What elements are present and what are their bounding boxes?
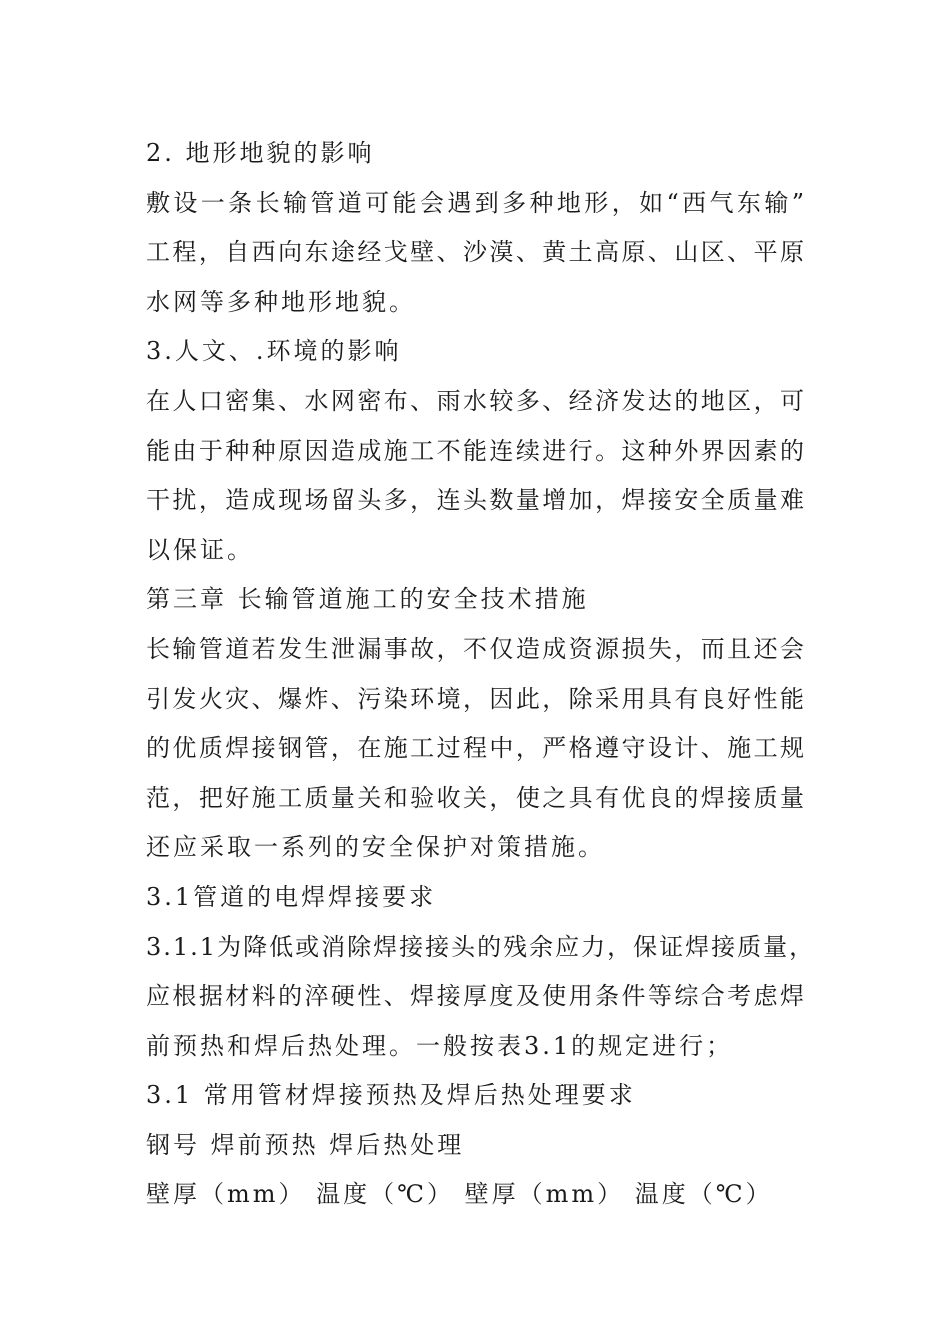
paragraph-line: 长输管道若发生泄漏事故，不仅造成资源损失，而且还会 (146, 634, 806, 663)
paragraph-line: 敷设一条长输管道可能会遇到多种地形，如“西气东输” (146, 188, 806, 217)
paragraph-line: 水网等多种地形地貌。 (146, 287, 416, 316)
table-subheader-row: 壁厚（mm） 温度（℃） 壁厚（mm） 温度（℃） (146, 1180, 773, 1209)
table-header-row: 钢号 焊前预热 焊后热处理 (146, 1130, 465, 1159)
paragraph-line: 范，把好施工质量关和验收关，使之具有优良的焊接质量 (146, 783, 806, 812)
paragraph-line: 能由于种种原因造成施工不能连续进行。这种外界因素的 (146, 436, 806, 465)
paragraph-line: 3.1.1为降低或消除焊接接头的残余应力，保证焊接质量， (146, 932, 816, 961)
table-caption: 3.1 常用管材焊接预热及焊后热处理要求 (146, 1081, 636, 1110)
chapter-heading: 第三章 长输管道施工的安全技术措施 (146, 585, 589, 614)
paragraph-line: 在人口密集、水网密布、雨水较多、经济发达的地区，可 (146, 386, 806, 415)
section-heading-terrain: 2. 地形地貌的影响 (146, 139, 375, 167)
paragraph-line: 前预热和焊后热处理。一般按表3.1的规定进行； (146, 1031, 734, 1060)
paragraph-line: 应根据材料的淬硬性、焊接厚度及使用条件等综合考虑焊 (146, 982, 806, 1011)
paragraph-line: 以保证。 (146, 535, 254, 564)
document-body (146, 133, 816, 1224)
section-heading-environment: 3.人文、.环境的影响 (146, 337, 402, 366)
subsection-heading: 3.1管道的电焊焊接要求 (146, 882, 437, 911)
paragraph-line: 的优质焊接钢管，在施工过程中，严格遵守设计、施工规 (146, 734, 806, 763)
paragraph-line: 还应采取一系列的安全保护对策措施。 (146, 833, 605, 862)
paragraph-line: 干扰，造成现场留头多，连头数量增加，焊接安全质量难 (146, 486, 806, 515)
paragraph-line: 引发火灾、爆炸、污染环境，因此，除采用具有良好性能 (146, 684, 806, 713)
paragraph-line: 工程，自西向东途经戈壁、沙漠、黄土高原、山区、平原 (146, 238, 806, 267)
